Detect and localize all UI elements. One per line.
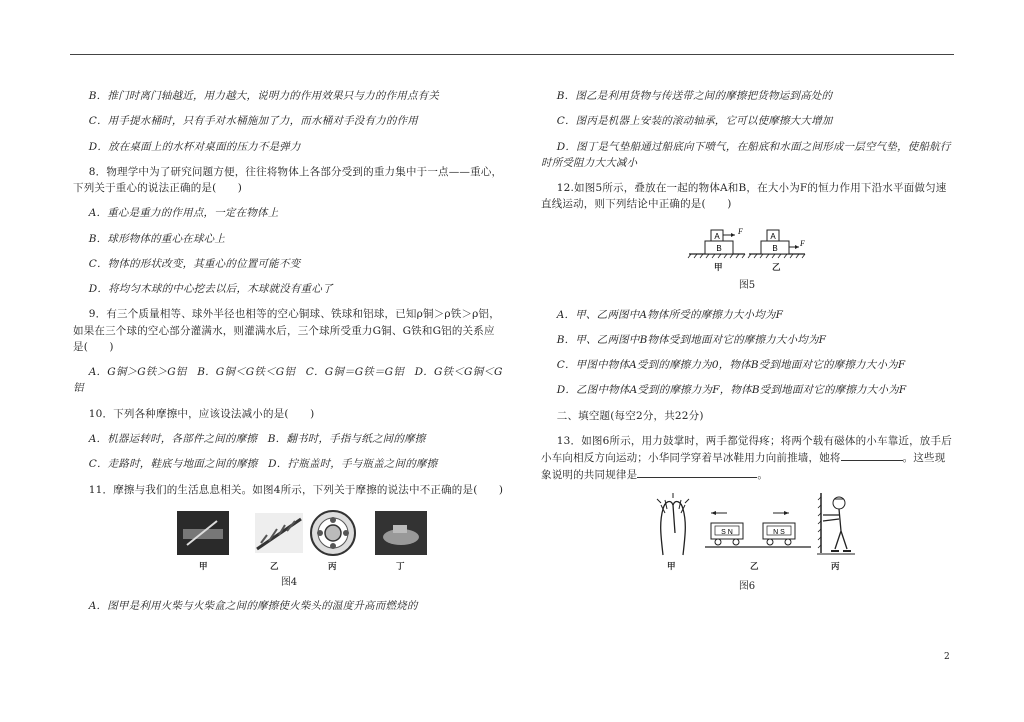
fig5-jia-block-b: B [716,243,722,253]
fig6-label-yi: 乙 [750,561,759,572]
figure-6 [541,493,953,591]
fig5-jia-block-a: A [714,231,720,241]
fig6-cart-right-label: N S [773,528,785,536]
fig5-diagram [687,222,807,270]
q7-option-b: B．推门时离门轴越近，用力越大，说明力的作用效果只与力的作用点有关 [88,90,440,102]
q10-options-ab: A．机器运转时，各部件之间的摩擦 B．翻书时，手指与纸之间的摩擦 [88,432,426,445]
fig4-label-bing: 丙 [328,561,337,572]
fig6-label-jia: 甲 [667,561,676,572]
q10-stem: 10．下列各种摩擦中，应该设法减小的是( ) [88,407,315,420]
header-rule [70,54,954,55]
q10-options-cd: C．走路时，鞋底与地面之间的摩擦 D．拧瓶盖时，手与瓶盖之间的摩擦 [88,458,438,471]
fig4-caption: 图4 [280,576,298,588]
q13-stem [541,433,953,484]
q7-option-d: D．放在桌面上的水杯对桌面的压力不是弹力 [88,140,301,153]
left-column [73,88,505,623]
q13-text-end: 。 [757,469,769,482]
q9-stem: 9．有三个质量相等、球外半径也相等的空心铜球、铁球和铝球，已知ρ铜＞ρ铁＞ρ铝，如果在三个球的空心部分灌满水，则灌满水后，三个球所受重力G铜、G铁和G铝的关系应是( ) [73,308,500,353]
fig6-cart-left-label: S N [721,528,733,536]
q12-option-c: C．甲图中物体A受到的摩擦力为0，物体B受到地面对它的摩擦力大小为F [556,359,906,372]
right-column [541,88,953,600]
fig4-label-ding: 丁 [396,561,405,572]
q13-blank-1[interactable] [841,449,903,461]
q8-option-d: D．将均匀木球的中心挖去以后，木球就没有重心了 [88,283,333,296]
fig5-yi-block-b: B [772,243,778,253]
q11-option-c: C．图丙是机器上安装的滚动轴承，它可以使摩擦大大增加 [556,115,833,128]
fig4-match-photo [177,511,229,555]
fig5-label-yi: 乙 [772,262,781,273]
fig5-caption: 图5 [738,279,756,291]
q8-stem: 8．物理学中为了研究问题方便，往往将物体上各部分受到的重力集中于一点——重心，下列关于重心的说法正确的是( ) [73,165,503,195]
q8-option-b: B．球形物体的重心在球心上 [88,232,226,245]
figure-4 [73,507,505,589]
fig5-jia-force: F [738,226,743,236]
q12-option-a: A．甲、乙两图中A物体所受的摩擦力大小均为F [556,308,784,321]
fig6-clapping-hands [653,493,693,557]
fig6-magnet-carts [705,507,811,549]
q11-option-d: D．图丁是气垫船通过船底向下喷气，在船底和水面之间形成一层空气垫，使船航行时所受阻力大大减小 [541,140,951,169]
fig5-yi-block-a: A [770,231,776,241]
fig6-label-bing: 丙 [831,561,840,572]
section-2-heading: 二、填空题(每空2分，共22分) [556,409,704,422]
q13-text-1: 13．如图6所示，用力鼓掌时，两手都觉得疼；将两个载有磁体的小车靠近，放手后小车向相反方向运动；小华同学穿着旱冰鞋用力向前推墙，她将 [541,434,952,465]
q11-option-b: B．图乙是利用货物与传送带之间的摩擦把货物运到高处的 [556,90,833,102]
fig5-jia [688,227,745,258]
fig4-label-yi: 乙 [270,561,279,572]
q12-option-b: B．甲、乙两图中B物体受到地面对它的摩擦力大小均为F [556,333,827,346]
q8-option-a: A．重心是重力的作用点，一定在物体上 [88,207,279,220]
fig4-hovercraft-photo [375,511,427,555]
fig4-conveyor-photo [255,513,303,553]
q13-text-2: 。这些现象说明的共同规律是 [541,452,946,482]
q8-option-c: C．物体的形状改变，其重心的位置可能不变 [88,257,301,270]
fig4-bearing-photo [309,509,357,557]
page-number: 2 [944,652,950,662]
fig5-label-jia: 甲 [714,262,723,273]
q7-option-c: C．用手提水桶时，只有手对水桶施加了力，而水桶对手没有力的作用 [88,115,418,128]
figure-5 [541,222,953,298]
q13-blank-2[interactable] [637,466,757,478]
fig6-caption: 图6 [738,580,756,592]
q9-options: A．G铜＞G铁＞G铝 B．G铜＜G铁＜G铝 C．G铜＝G铁＝G铝 D．G铁＜G铜＜G铝 [73,366,503,395]
q12-stem: 12.如图5所示，叠放在一起的物体A和B，在大小为F的恒力作用下沿水平面做匀速直线运动，则下列结论中正确的是( ) [541,182,947,211]
fig6-skater-pushing-wall [817,493,855,557]
fig5-yi [748,230,805,258]
q11-option-a: A．图甲是利用火柴与火柴盒之间的摩擦使火柴头的温度升高而燃烧的 [88,599,418,612]
fig4-label-jia: 甲 [199,561,208,572]
fig5-yi-force: F [800,238,805,248]
q12-option-d: D．乙图中物体A受到的摩擦力为F，物体B受到地面对它的摩擦力大小为F [556,384,907,397]
q11-stem: 11．摩擦与我们的生活息息相关。如图4所示，下列关于摩擦的说法中不正确的是( ) [88,483,504,496]
